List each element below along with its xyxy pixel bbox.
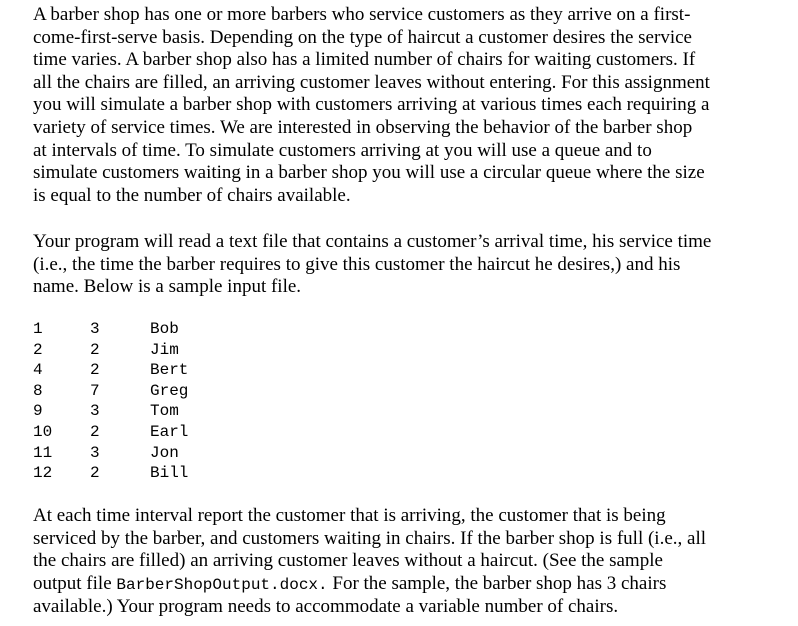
- arrival-time: 8: [33, 381, 43, 400]
- service-time: 3: [90, 443, 100, 462]
- text-line: all the chairs are filled, an arriving customer leaves without entering. For this assignment: [33, 71, 710, 93]
- customer-name: Jim: [150, 340, 179, 359]
- arrival-time: 1: [33, 320, 43, 338]
- customer-name: Greg: [150, 381, 189, 400]
- text-fragment: For the sample, the barber shop has 3 chairs: [327, 572, 667, 594]
- output-filename: BarberShopOutput.docx.: [116, 575, 328, 594]
- text-line: [33, 573, 706, 597]
- service-time: 3: [90, 402, 100, 421]
- service-time: 2: [90, 464, 100, 483]
- arrival-time: 2: [33, 340, 43, 359]
- customer-name: Earl: [150, 422, 189, 441]
- text-line: come-first-serve basis. Depending on the type of haircut a customer desires the service: [33, 26, 692, 48]
- customer-name: Bob: [150, 320, 179, 338]
- customer-name: Bert: [150, 361, 189, 380]
- customer-name: Bill: [150, 464, 189, 483]
- text-fragment: output file: [33, 572, 117, 594]
- text-line: A barber shop has one or more barbers who service customers as they arrive on a first-: [33, 4, 691, 25]
- customer-name: Tom: [150, 402, 179, 421]
- paragraph-intro: [33, 4, 710, 207]
- customer-name: Jon: [150, 443, 179, 462]
- text-line: serviced by the barber, and customers waiting in chairs. If the barber shop is full (i.e., all: [33, 527, 706, 549]
- text-line: you will simulate a barber shop with customers arriving at various times each requiring a: [33, 94, 710, 116]
- arrival-time: 11: [33, 443, 53, 462]
- arrival-time: 10: [33, 422, 53, 441]
- text-line: is equal to the number of chairs available.: [33, 184, 351, 206]
- arrival-time: 4: [33, 361, 43, 380]
- service-time: 2: [90, 422, 100, 441]
- text-line: at intervals of time. To simulate customers arriving at you will use a queue and to: [33, 139, 652, 161]
- text-line: simulate customers waiting in a barber shop you will use a circular queue where the size: [33, 162, 705, 184]
- arrival-time: 9: [33, 402, 43, 421]
- text-line: available.) Your program needs to accommodate a variable number of chairs.: [33, 596, 619, 618]
- text-line: variety of service times. We are interested in observing the behavior of the barber shop: [33, 116, 693, 138]
- text-line: time varies. A barber shop also has a limited number of chairs for waiting customers. If: [33, 49, 696, 71]
- service-time: 2: [90, 340, 100, 359]
- text-line: the chairs are filled) an arriving customer leaves without a haircut. (See the sample: [33, 550, 663, 572]
- text-line: At each time interval report the customer that is arriving, the customer that is being: [33, 505, 666, 526]
- paragraph-output-description: [33, 505, 706, 619]
- arrival-time: 12: [33, 464, 53, 483]
- text-line: (i.e., the time the barber requires to give this customer the haircut he desires,) and his: [33, 253, 681, 275]
- service-time: 2: [90, 361, 100, 380]
- text-line: name. Below is a sample input file.: [33, 276, 302, 298]
- service-time: 3: [90, 320, 100, 338]
- paragraph-input-description: [33, 231, 711, 299]
- text-line: Your program will read a text file that contains a customer’s arrival time, his service time: [33, 231, 712, 252]
- service-time: 7: [90, 381, 100, 400]
